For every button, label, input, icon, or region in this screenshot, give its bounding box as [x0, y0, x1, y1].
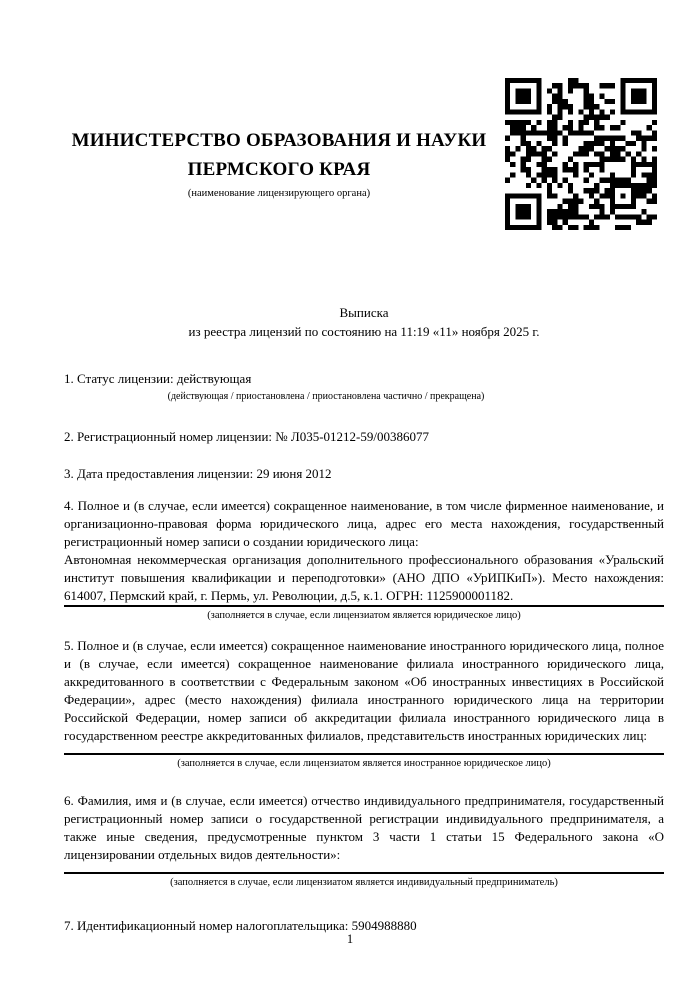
item-individual-entrepreneur: [64, 792, 664, 890]
document-title-line1: Выписка: [339, 305, 389, 320]
fill-in-rule: [64, 753, 664, 755]
item-legal-entity: [64, 497, 664, 623]
fill-in-rule: [64, 605, 664, 607]
individual-entrepreneur-caption: (заполняется в случае, если лицензиатом является индивидуальный предприниматель): [170, 877, 558, 888]
item-foreign-entity: [64, 637, 664, 771]
document-title: [64, 303, 664, 341]
legal-entity-label: 4. Полное и (в случае, если имеется) сокращенное наименование, в том числе фирменное наименование, и организационно-правовая форма юридического лица, адрес его места нахождения, государственный регистрационный номер записи о создании юридического лица:: [64, 498, 664, 549]
item-license-status: [64, 370, 664, 404]
item-grant-date: [64, 465, 664, 483]
license-status-caption: (действующая / приостановлена / приостановлена частично / прекращена): [167, 391, 485, 402]
legal-entity-caption: (заполняется в случае, если лицензиатом является юридическое лицо): [207, 610, 521, 621]
foreign-entity-caption: (заполняется в случае, если лицензиатом является иностранное юридическое лицо): [177, 758, 551, 769]
fill-in-rule: [64, 872, 664, 874]
licensing-authority-block: [64, 126, 494, 200]
qr-code-icon: [505, 78, 657, 230]
ministry-name-line2: ПЕРМСКОГО КРАЯ: [187, 159, 371, 180]
taxpayer-number-text: 7. Идентификационный номер налогоплательщика: 5904988880: [64, 918, 417, 933]
licensing-authority-caption: (наименование лицензирующего органа): [187, 188, 371, 199]
ministry-name-line1: МИНИСТЕРСТВО ОБРАЗОВАНИЯ И НАУКИ: [71, 130, 487, 151]
legal-entity-value: Автономная некоммерческая организация дополнительного профессионального образования «Уральский институт повышения квалификации и переподготовки» (АНО ДПО «УрИПКиП»). Место нахождения: 614007, Пермский край, г. Пермь, ул. Революции, д.5, к.1. ОГРН: 1125900001182.: [64, 552, 664, 603]
document-title-line2: из реестра лицензий по состоянию на 11:19 «11» ноября 2025 г.: [188, 324, 540, 339]
foreign-entity-label: 5. Полное и (в случае, если имеется) сокращенное наименование иностранного юридического лица, полное и (в случае, если имеется) сокращенное наименование филиала иностранного юридического лица, аккредитованного в соответствии с Федеральным законом «Об иностранных инвестициях в Российской Федерации», адрес (место нахождения) филиала иностранного юридического лица на территории Российской Федерации, номер записи об аккредитации филиала иностранного юридического лица в государственном реестре аккредитованных филиалов, представительств иностранных юридических лиц:: [64, 638, 664, 743]
page-number: 1: [346, 932, 354, 946]
item-registration-number: [64, 428, 664, 446]
license-status-text: 1. Статус лицензии: действующая: [64, 371, 252, 386]
grant-date-text: 3. Дата предоставления лицензии: 29 июня 2012: [64, 466, 332, 481]
registration-number-text: 2. Регистрационный номер лицензии: № Л035-01212-59/00386077: [64, 429, 430, 444]
document-header: [0, 0, 700, 242]
document-body: [64, 303, 664, 935]
individual-entrepreneur-label: 6. Фамилия, имя и (в случае, если имеется) отчество индивидуального предпринимателя, государственный регистрационный номер записи о государственной регистрации индивидуального предпринимателя, а также иные сведения, предусмотренные пунктом 3 части 1 статьи 15 Федерального закона «О лицензировании отдельных видов деятельности»:: [64, 793, 664, 862]
